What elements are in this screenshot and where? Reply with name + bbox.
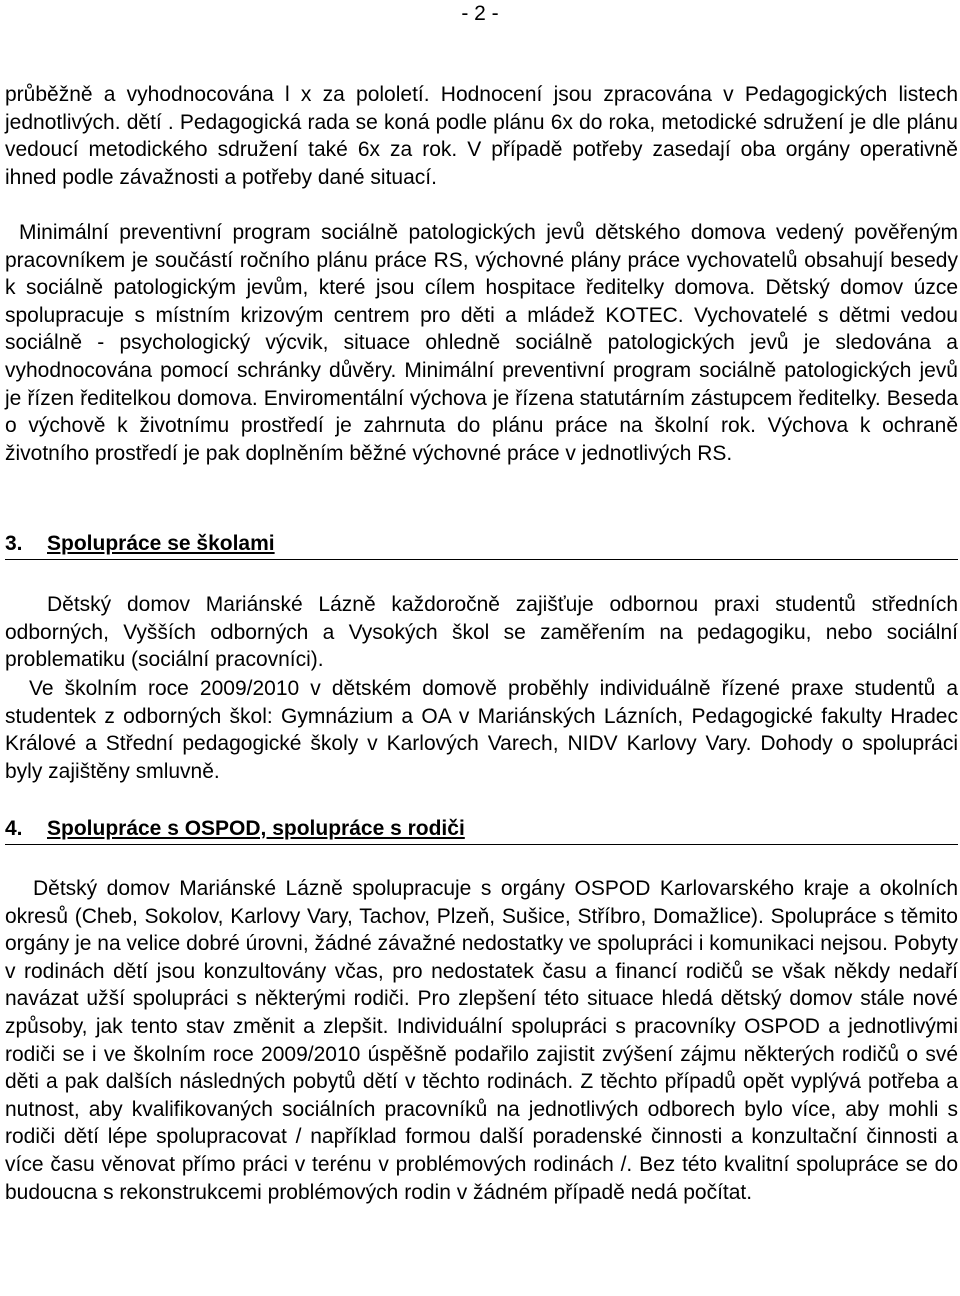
paragraph-prevention-program: Minimální preventivní program sociálně patologických jevů dětského domova vedený pověřeným pracovníkem je součástí ročního plánu práce RS, výchovné plány práce vychovatelů obsahují besedy k sociálně patologickým jevům, které jsou cílem hospitace ředitelky domova. Dětský domov úzce spolupracuje s místním krizovým centrem pro děti a mládež KOTEC. Vychovatelé s dětmi vedou sociálně - psychologický výcvik, situace ohledně sociálně patologických jevů je sledována a vyhodnocována pomocí schránky důvěry. Minimální preventivní program sociálně patologických jevů je řízen ředitelkou domova. Enviromentální výchova je řízena statutárním zástupcem ředitelky. Beseda o výchově k životnímu prostředí je zahrnuta do plánu práce na školní rok. Výchova k ochraně životního prostředí je pak doplněním běžné výchovné práce v jednotlivých RS.: [5, 221, 958, 465]
section-heading-schools: [5, 531, 958, 557]
section-title: Spolupráce se školami: [47, 532, 275, 555]
section-divider: [5, 844, 958, 845]
paragraph-evaluation: průběžně a vyhodnocována l x za pololetí. Hodnocení jsou zpracována v Pedagogických listech jednotlivých. dětí . Pedagogická rada se koná podle plánu 6x do roka, metodické sdružení je dle plánu vedoucí metodického sdružení také 6x za rok. V případě potřeby zasedají oba orgány operativně ihned podle závažnosti a potřeby dané situací.: [5, 83, 958, 189]
paragraph-school-cooperation: Dětský domov Mariánské Lázně každoročně zajišťuje odbornou praxi studentů středních odborných, Vyšších odborných a Vysokých škol se zaměřením na pedagogiku, nebo sociální problematiku (sociální pracovníci).: [5, 593, 958, 672]
section-title: Spolupráce s OSPOD, spolupráce s rodiči: [47, 817, 465, 840]
paragraph-practice-2009: Ve školním roce 2009/2010 v dětském domově proběhly individuálně řízené praxe studentů a studentek z odborných škol: Gymnázium a OA v Mariánských Lázních, Pedagogické fakulty Hradec Králové a Střední pedagogické školy v Karlových Varech, NIDV Karlovy Vary. Dohody o spolupráci byly zajištěny smluvně.: [5, 677, 958, 783]
section-number: 3.: [5, 532, 23, 555]
paragraph-ospod-cooperation: Dětský domov Mariánské Lázně spolupracuje s orgány OSPOD Karlovarského kraje a okolních okresů (Cheb, Sokolov, Karlovy Vary, Tachov, Plzeň, Sušice, Stříbro, Domažlice). Spolupráce s těmito orgány je na velice dobré úrovni, žádné závažné nedostatky ve spolupráci i komunikaci nejsou. Pobyty v rodinách dětí jsou konzultovány včas, pro nedostatek času a financí rodičů se však někdy nedaří navázat užší spolupráci s některými rodiči. Pro zlepšení této situace hledá dětský domov stále nové způsoby, jak tento stav změnit a zlepšit. Individuální spolupráci s pracovníky OSPOD a jednotlivými rodiči se i ve školním roce 2009/2010 úspěšně podařilo zajistit zvýšení zájmu některých rodičů o své děti a pak dalších následných pobytů dětí v těchto rodinách. Z těchto případů opět vyplývá potřeba a nutnost, aby kvalifikovaných sociálních pracovníků na jednotlivých odborech bylo více, aby mohli s rodiči dětí lépe spolupracovat / například formou další poradenské činnosti a konzultační činnosti a více času věnovat přímo práci v terénu v problémových rodinách /. Bez této kvalitní spolupráce se do budoucna s rekonstrukcemi problémových rodin v žádném případě nedá počítat.: [5, 877, 958, 1204]
section-divider: [5, 559, 958, 560]
section-number: 4.: [5, 817, 23, 840]
page-number: - 2 -: [461, 2, 499, 25]
section-heading-ospod: [5, 816, 958, 842]
